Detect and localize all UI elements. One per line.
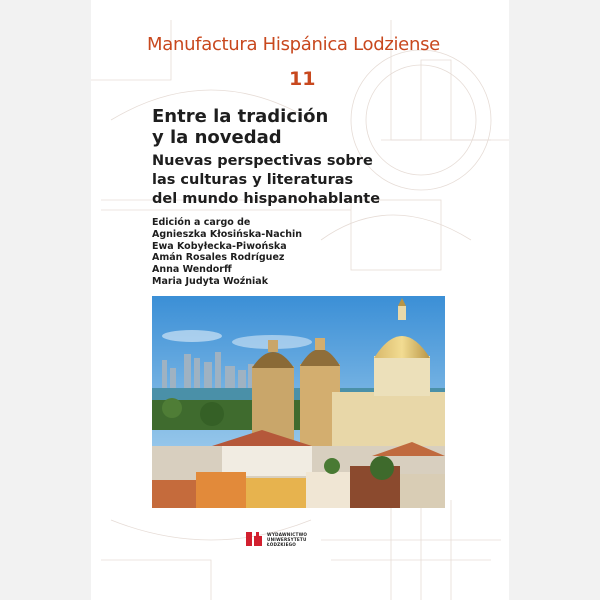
book-title	[152, 106, 328, 148]
editors-block	[152, 217, 302, 288]
publisher-logo	[245, 530, 307, 548]
publisher-line: ŁÓDZKIEGO	[267, 541, 297, 547]
editor-name: Amán Rosales Rodríguez	[152, 252, 285, 264]
publisher-name	[267, 532, 307, 547]
title-line: Entre la tradición	[152, 106, 329, 127]
editor-name: Ewa Kobyłecka-Piwońska	[152, 240, 287, 252]
volume-number: 11	[289, 68, 316, 90]
subtitle-line: del mundo hispanohablante	[152, 191, 381, 207]
subtitle-line: las culturas y literaturas	[152, 172, 354, 188]
publisher-mark-icon	[245, 530, 263, 548]
book-subtitle	[152, 152, 380, 209]
publisher-line: UNIWERSYTETU	[267, 536, 307, 542]
title-line: y la novedad	[152, 127, 282, 148]
book-cover	[91, 0, 509, 600]
editors-label: Edición a cargo de	[152, 217, 251, 228]
editor-name: Agnieszka Kłosińska-Nachin	[152, 228, 303, 240]
editor-name: Anna Wendorff	[152, 264, 232, 276]
publisher-line: WYDAWNICTWO	[267, 531, 308, 537]
series-title: Manufactura Hispánica Lodziense	[147, 34, 440, 55]
subtitle-line: Nuevas perspectivas sobre	[152, 153, 373, 169]
editor-name: Maria Judyta Woźniak	[152, 275, 269, 287]
cover-photo-cartagena	[152, 296, 445, 508]
